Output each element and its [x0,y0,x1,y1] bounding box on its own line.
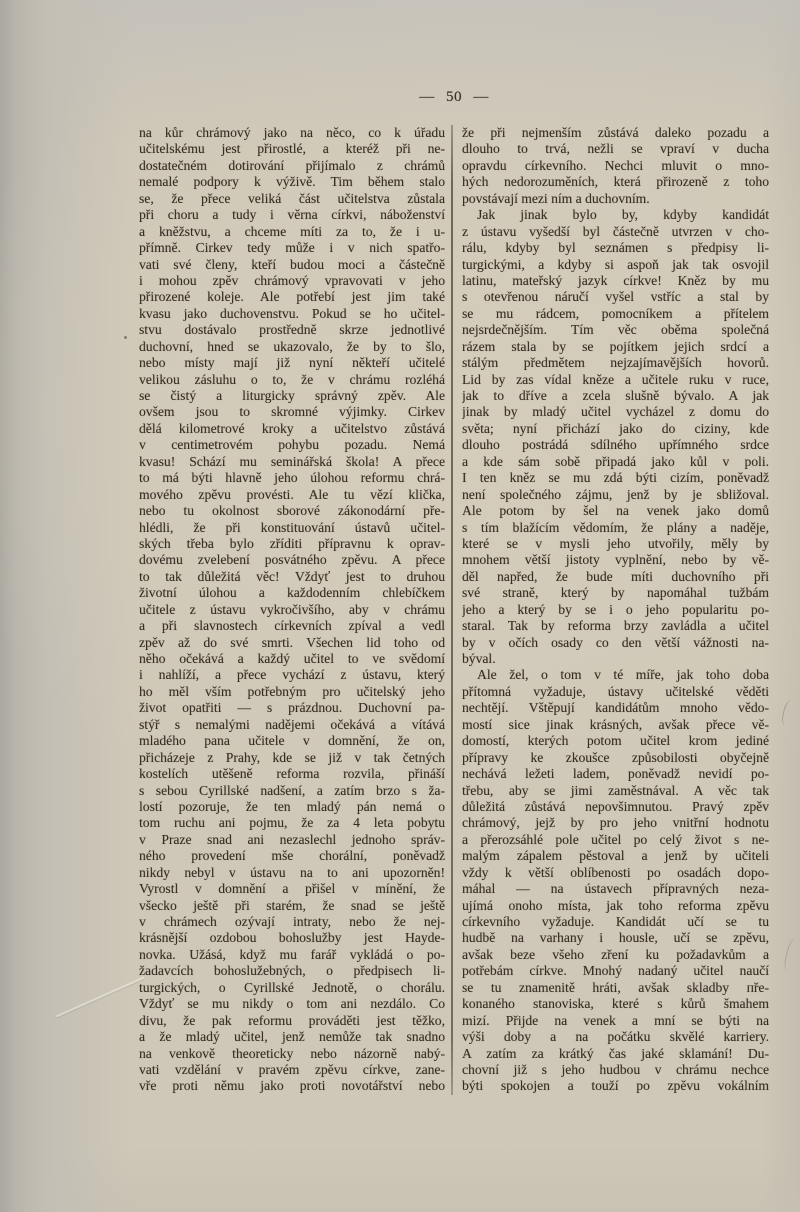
text-line: Lid by zas vídal kněze a učitele ruku v ruce, [462,371,769,387]
text-line: s tím blažícím vědomím, že plány a naděje, [462,519,769,535]
text-line: ovšem jsou to skromné výjimky. Cirkev [139,404,445,420]
text-line: něho očekává a každý učitel to ve svědomí [139,651,445,666]
text-line: i mohou zpěv chrámový vpravovati v jeho [139,272,445,288]
text-line: učitele z ústavu vykročivšího, aby v chrámu [139,601,445,617]
text-line: a při slavnostech církevních zpíval a vedl [139,618,445,634]
text-line: v chrámech ozývají intraty, nebo že nej- [139,914,445,929]
text-line: i nahlíží, a přece vychází z ústavu, který [139,667,445,683]
text-line: krásnější ozdobou bohoslužby jest Hayde- [139,930,445,946]
text-column-right [462,125,769,1095]
text-line: životní úlohou a každodenním chlebíčkem [139,585,445,601]
text-line: stýř s nemalými nadějemi očekává a vítává [139,716,445,732]
text-line: A zatím za krátký čas jaké sklamání! Du- [462,1045,769,1061]
text-line: velikou zásluhu o to, že v chrámu rozléhá [139,371,445,387]
text-line: nechtějí. Vštěpují kandidátům mnoho vědo- [462,700,769,716]
text-line: Vyrostl v domnění a přišel v mínění, že [139,881,445,897]
text-line: se mu rádcem, pomocníkem a přítelem [462,305,769,321]
text-line: vždy k větší oblíbenosti po osadách dopo- [462,864,769,880]
page-curl-mark [780,699,796,727]
text-line: by v očích osady co den větší vážnosti na- [462,634,769,650]
text-line: býti spokojen a touží po zpěvu vokálním [462,1078,769,1094]
text-line: nechává ležeti ladem, poněvadž nevidí po- [462,766,769,782]
column-divider [451,125,453,1095]
text-line: a přerozsáhlé pole učitel po celý život s ne- [462,831,769,847]
text-line: rázem stala by se pojítkem jejich srdcí a [462,338,769,354]
text-line: avšak beze všeho zření ku požadavkům a [462,946,769,962]
text-line: stálým předmětem nejzajímavějších hovorů. [462,355,769,371]
text-line: býval. [462,651,496,666]
text-line: výši doby a na počátku skvělé karriery. [462,1029,769,1045]
text-line: divu, že pak reformu prováděti jest těžko, [139,1012,445,1028]
text-line: turgickými, a kdyby si aspoň jak tak osvojil [462,256,769,272]
text-line: hudbě na varhany i housle, učí se zpěvu, [462,930,769,946]
text-line: učitelskému jest přirostlé, a kteréž při ne- [139,141,445,157]
text-line: a kněžstvu, a chceme míti za to, že i u- [139,223,445,239]
text-line: mladého pana učitele v domnění, že on, [139,733,445,749]
text-line: není společného zájmu, jenž by je sbližoval. [462,486,769,502]
text-line: ských třeba bylo zříditi přípravnu k oprav- [139,535,445,551]
text-line: mizí. Přijde na venek a mní se býti na [462,1012,769,1028]
text-line: církevního vyžaduje. Kandidát učí se tu [462,914,769,929]
text-line: dlouho to trvá, nežli se vpraví v ducha [462,141,769,157]
text-line: všecko ještě při starém, že snad se ještě [139,897,445,913]
text-line: chovní již s jeho hudbou v chrámu nechce [462,1061,769,1077]
text-column-left [139,125,445,1095]
text-line: kvasu jako duchovenstvu. Pokud se ho učitel- [139,305,445,321]
text-line: dostatečném dotirování přijímalo z chrámů [139,157,445,173]
text-line: I ten kněz se mu zdá býti cizím, poněvadž [462,470,769,486]
page-curl-mark [782,937,800,972]
text-line: novka. Užásá, když mu farář vykládá o po- [139,946,445,962]
text-line: své straně, který by napomáhal tužbám [462,585,769,601]
text-line: malým zápalem pěstoval a jenž by učiteli [462,848,769,864]
text-line: děl napřed, že bude míti duchovního při [462,568,769,584]
text-line: že při nejmenším zůstává daleko pozadu a [462,125,769,140]
text-line: mnohem větší jistoty vyplnění, nebo by vě- [462,552,769,568]
ink-speck [250,1022,252,1024]
text-line: Jak jinak bylo by, kdyby kandidát [477,207,769,223]
scan-crease [56,977,144,1017]
text-line: přímně. Cirkev tedy může i v nich spatřo- [139,240,445,256]
text-line: staral. Tak by reforma brzy zavládla a učitel [462,618,769,634]
text-line: mostí sice jinak krásných, avšak přece vě- [462,716,769,732]
text-line: konaného stanoviska, které s kůrů šmahem [462,996,769,1012]
text-line: na venkově theoreticky nebo názorně nabý- [139,1045,445,1061]
text-line: nebo tu okolnost sborové zákonodární pře- [139,503,445,519]
text-line: s otevřenou náručí vyšel vstříc a stal by [462,289,769,305]
text-line: nebo místy mají již nyní někteří učitelé [139,355,445,371]
text-line: ujímá onoho místa, jak toho reforma zpěvu [462,897,769,913]
text-line: to tak důležitá věc! Vždyť jest to druhou [139,568,445,584]
text-line: dovému zvelebení posvátného zpěvu. A přece [139,552,445,568]
text-line: stvu dostávalo prostředně skrze jednotlivé [139,322,445,338]
page-number: — 50 — [419,89,489,105]
text-line: kostelích utěšeně reforma rozvila, přináší [139,766,445,782]
text-block [139,125,769,1095]
text-line: povstávají mezi ním a duchovním. [462,190,650,206]
text-line: vati vzdělání v pravém zpěvu církve, zane- [139,1061,445,1077]
text-line: opravdu církevního. Nechci mluvit o mno- [462,157,769,173]
text-line: rálu, kdyby byl seznámen s předpisy li- [462,240,769,256]
text-line: světa; nyní přichází jako do ciziny, kde [462,420,769,436]
text-line: vati své členy, kteří budou moci a částečně [139,256,445,272]
text-line: jinak by mladý učitel vycházel z domu do [462,404,769,420]
text-line: kvasu! Schází mu seminářská škola! A přece [139,453,445,469]
text-line: duchovní, hned se ukazovalo, že by to šlo, [139,338,445,354]
text-line: dlouho postrádá sdílného upřímného srdce [462,437,769,453]
text-line: přítomná vyžaduje, ústavy učitelské věděti [462,683,769,699]
text-line: důležitá zůstává nepovšimnutou. Pravý zpěv [462,798,769,814]
text-line: Ale potom by šel na venek jako domů [462,503,769,519]
text-line: mového zpěvu provésti. Ale tu vězí klička, [139,486,445,502]
text-line: které se v mysli jeho utvořily, měly by [462,535,769,551]
text-line: ho měl vším potřebným pro učitelský jeho [139,683,445,699]
text-line: hlédli, že při konstituování ústavů učitel- [139,519,445,535]
text-line: Ale žel, o tom v té míře, jak toho doba [477,667,769,683]
text-line: žadavcích bohoslužebných, o předpisech li- [139,963,445,979]
text-line: ného provedení mše chorální, poněvadž [139,848,445,864]
text-line: s sebou Cyrillské nadšení, a zatím brzo s ža- [139,782,445,798]
text-line: hých nedorozuměních, která přirozeně z toho [462,174,769,190]
text-line: nikdy nebyl v ústavu na to ani upozorněn! [139,864,445,880]
text-line: se čistý a liturgicky správný zpěv. Ale [139,388,445,403]
text-line: dělá kilometrové kroky a učitelstvo zůstává [139,420,445,436]
text-line: jeho a který by se i o jeho popularitu po- [462,601,769,617]
text-line: Vždyť se mu nikdy o tom ani nezdálo. Co [139,996,445,1012]
text-line: zpěv až do své smrti. Všechen lid toho od [139,634,445,650]
text-line: a že mladý učitel, jenž nemůže tak snadno [139,1029,445,1045]
text-line: potřebám církve. Mnohý nadaný učitel naučí [462,963,769,979]
text-line: nemalé podpory k výživě. Tim během stalo [139,174,445,190]
text-line: v centimetrovém pohybu pozadu. Nemá [139,437,445,453]
text-line: život opatřiti — s prázdnou. Duchovní pa- [139,700,445,716]
text-line: v Praze snad ani nezaslechl jednoho správ- [139,831,445,847]
text-line: se tu znamenitě hráti, avšak skladby пře- [462,979,769,995]
text-line: nejsrdečnějším. Tím věc oběma společná [462,322,769,338]
text-line: třebu, aby se jimi zaměstnával. A věc tak [462,782,769,798]
text-line: vře proti němu jako proti novotářství nebo [139,1078,445,1094]
text-line: z ústavu vyšedší byl částečně utvrzen v cho- [462,223,769,239]
text-line: jak to dříve a zcela slušně bývalo. A jak [462,388,769,403]
text-line: přirozené koleje. Ale potřebí jest jim také [139,289,445,305]
text-line: turgických, o Cyrillské Jednotě, o chorálu. [139,979,445,995]
text-line: při choru a tudy i věrna církvi, náboženství [139,207,445,223]
text-line: přípravy ke zkoušce způsobilosti obyčejně [462,749,769,765]
text-line: chrámový, jejž by pro jeho vnitřní hodnotu [462,815,769,831]
text-line: a kde sám sobě připadá jako kůl v poli. [462,453,769,469]
text-line: to má býti hlavně jeho úlohou reformu chrá- [139,470,445,486]
text-line: latinu, mateřský jazyk církve! Kněz by mu [462,272,769,288]
text-line: na kůr chrámový jako na něco, co k úřadu [139,125,445,140]
text-line: se, že přece veliká část učitelstva zůstala [139,190,445,206]
text-line: máhal — na ústavech přípravných neza- [462,881,769,897]
text-line: tom ruchu ani pojmu, že za 4 leta pobytu [139,815,445,831]
text-line: domostí, kterých potom učitel krom jediné [462,733,769,749]
text-line: lostí pozoruje, že ten mladý pán nemá o [139,798,445,814]
text-line: přicházeje z Prahy, kde se již v tak četných [139,749,445,765]
ink-speck [124,336,127,339]
